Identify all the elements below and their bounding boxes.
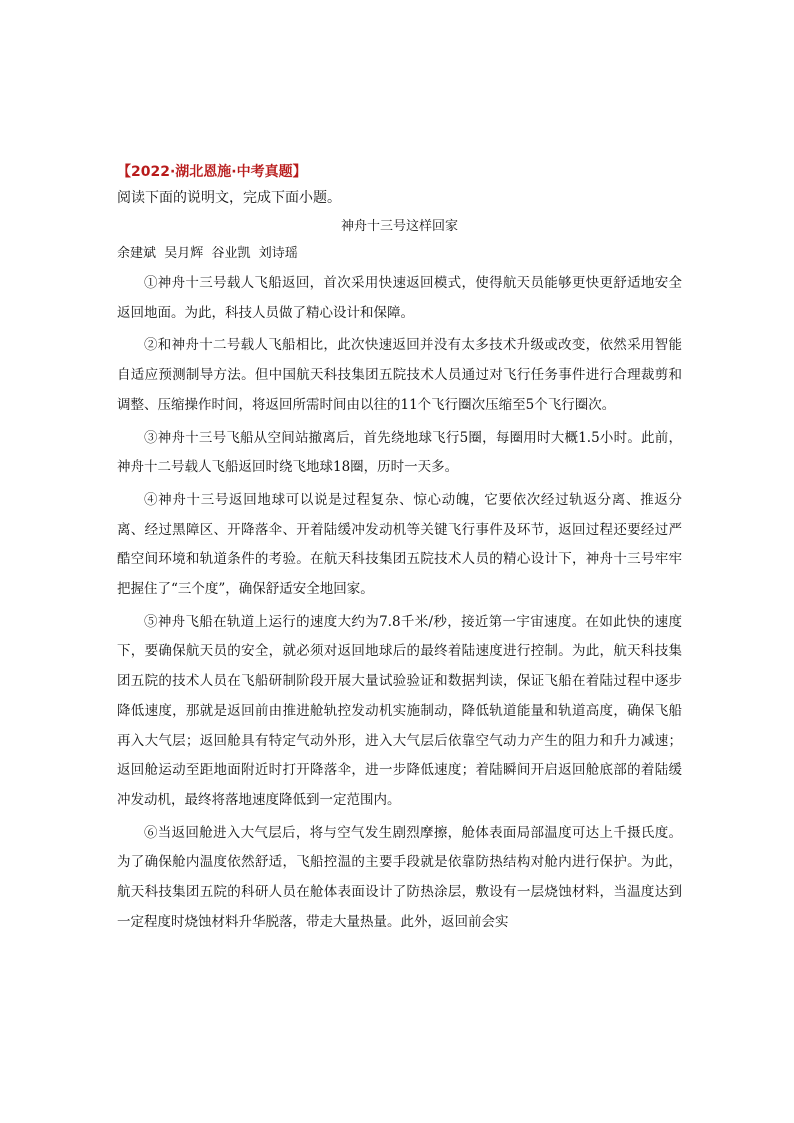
paragraph-4: ④神舟十三号返回地球可以说是过程复杂、惊心动魄，它要依次经过轨返分离、推返分离、经过黑障区、开降落伞、开着陆缓冲发动机等关键飞行事件及环节，返回过程还要经过严酷空间环境和轨道条件的考验。在航天科技集团五院技术人员的精心设计下，神舟十三号牢牢把握住了“三个度”，确保舒适安全地回家。 (117, 491, 682, 598)
article-title: 神舟十三号这样回家 (340, 219, 458, 234)
paragraph-6: ⑥当返回舱进入大气层后，将与空气发生剧烈摩擦，舱体表面局部温度可达上千摄氏度。为了确保舱内温度依然舒适，飞船控温的主要手段就是依靠防热结构对舱内进行保护。为此，航天科技集团五院的科研人员在舱体表面设计了防热涂层，敷设有一层烧蚀材料，当温度达到一定程度时烧蚀材料升华脱落，带走大量热量。此外，返回前会实 (117, 824, 682, 930)
reading-instruction: 阅读下面的说明文，完成下面小题。 (117, 190, 341, 206)
exam-source-tag: 【2022·湖北恩施·中考真题】 (117, 164, 307, 180)
paragraph-3: ③神舟十三号飞船从空间站撤离后，首先绕地球飞行5圈，每圈用时大概1.5小时。此前，神舟十二号载人飞船返回时绕飞地球18圈，历时一天多。 (117, 429, 682, 476)
paragraph-1: ①神舟十三号载人飞船返回，首次采用快速返回模式，使得航天员能够更快更舒适地安全返回地面。为此，科技人员做了精心设计和保障。 (117, 275, 682, 321)
document-content (117, 160, 682, 937)
article-authors: 余建斌 吴月辉 谷业凯 刘诗瑶 (117, 246, 298, 261)
paragraph-5: ⑤神舟飞船在轨道上运行的速度大约为7.8千米/秒，接近第一宇宙速度。在如此快的速度下，要确保航天员的安全，就必须对返回地球后的最终着陆速度进行控制。为此，航天科技集团五院的技术人员在飞船研制阶段开展大量试验验证和数据判读，保证飞船在着陆过程中逐步降低速度，那就是返回前由推进舱轨控发动机实施制动，降低轨道能量和轨道高度，确保飞船再入大气层；返回舱具有特定气动外形，进入大气层后依靠空气动力产生的阻力和升力减速；返回舱运动至距地面附近时打开降落伞，进一步降低速度；着陆瞬间开启返回舱底部的着陆缓冲发动机，最终将落地速度降低到一定范围内。 (117, 613, 682, 808)
paragraph-2: ②和神舟十二号载人飞船相比，此次快速返回并没有太多技术升级或改变，依然采用智能自适应预测制导方法。但中国航天科技集团五院技术人员通过对飞行任务事件进行合理裁剪和调整、压缩操作时间，将返回所需时间由以往的11个飞行圈次压缩至5个飞行圈次。 (117, 337, 682, 413)
